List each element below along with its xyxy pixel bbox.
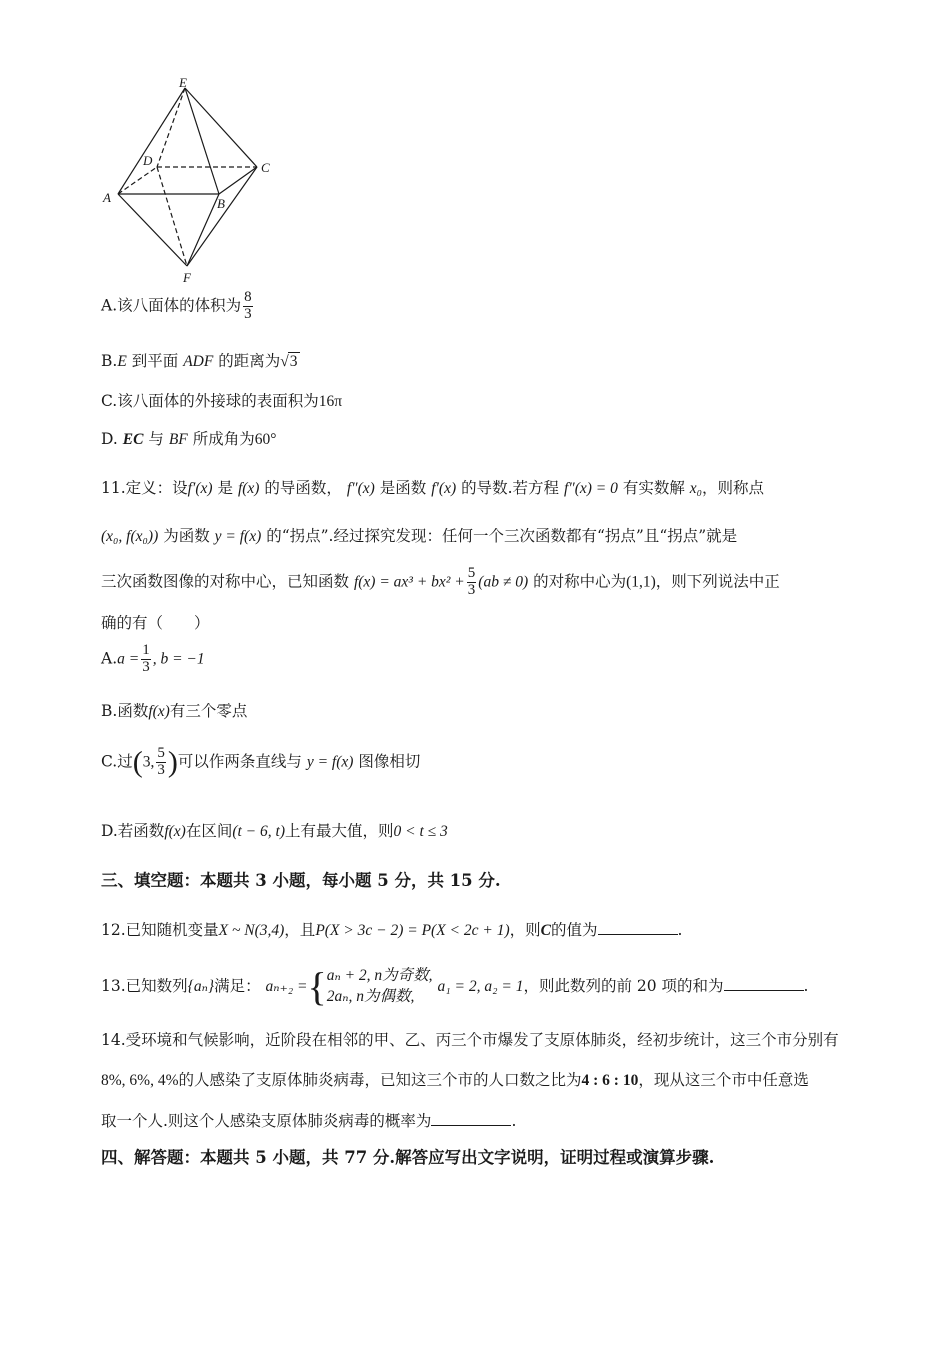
q12: 12.已知随机变量X ~ N(3,4)，且P(X > 3c − 2) = P(X < 2c + 1)，则C的值为 .	[101, 921, 683, 939]
vertex-D: D	[143, 153, 153, 168]
q11-option-c: C.过(3, $\frac{5}{3}$ )可以作两条直线与 y = f(x) 图像相切	[101, 745, 421, 779]
q10-option-b: B.E 到平面 ADF 的距离为√3	[101, 352, 298, 370]
q13: 13.已知数列{aₙ}满足： aₙ₊₂ ={ aₙ + 2, n为奇数, 2aₙ, n为偶数, a₁ = 2, a₂ = 1，则此数列的前 20 项的和为 .	[101, 963, 809, 1009]
q11-line-1: 11.定义：设f′(x) 是 f(x) 的导函数， f″(x) 是函数 f′(x) 的导数.若方程 f″(x) = 0 有实数解 x₀，则称点	[101, 479, 765, 497]
q10-option-c: C.该八面体的外接球的表面积为16π	[101, 392, 343, 410]
edge-BC	[219, 167, 257, 194]
q14-line-3: 取一个人.则这个人感染支原体肺炎病毒的概率为 .	[101, 1112, 517, 1130]
vertex-A: A	[103, 190, 111, 205]
vertex-E: E	[179, 75, 187, 90]
section-4-heading: 四、解答题：本题共 5 小题，共 77 分.解答应写出文字说明，证明过程或演算步骤.	[101, 1148, 715, 1167]
q12-answer-blank[interactable]	[598, 920, 678, 935]
edge-EB	[185, 88, 219, 194]
vertex-C: C	[261, 160, 270, 175]
q10-option-d: D. EC 与 BF 所成角为60°	[101, 430, 277, 448]
vertex-F: F	[183, 270, 191, 285]
q14-answer-blank[interactable]	[431, 1111, 511, 1126]
q11-line-2: (x₀, f(x₀)) 为函数 y = f(x) 的“拐点”.经过探究发现：任何一个三次函数都有“拐点”且“拐点”就是	[101, 527, 738, 545]
edge-EA	[118, 88, 185, 194]
q10-option-a: A.该八面体的体积为 $\frac{8}{3}$	[101, 289, 252, 322]
edge-CF	[187, 167, 257, 266]
octahedron-figure	[95, 70, 285, 285]
edge-EC	[185, 88, 257, 167]
q11-option-b: B.函数f(x)有三个零点	[101, 702, 248, 720]
section-3-heading: 三、填空题：本题共 3 小题，每小题 5 分，共 15 分.	[101, 871, 501, 890]
q11-line-3: 三次函数图像的对称中心，已知函数 f(x) = ax³ + bx² + $\frac{5}{3}$ (ab ≠ 0) 的对称中心为(1,1)，则下列说法中正	[101, 565, 780, 598]
edge-AD	[118, 167, 157, 194]
q11-option-d: D.若函数f(x)在区间(t − 6, t)上有最大值，则0 < t ≤ 3	[101, 822, 448, 840]
vertex-B: B	[217, 196, 225, 211]
q11-line-4: 确的有（ ）	[101, 614, 210, 632]
q14-line-2: 8%, 6%, 4%的人感染了支原体肺炎病毒，已知这三个市的人口数之比为4 : 6 : 10，现从这三个市中任意选	[101, 1071, 809, 1089]
q11-option-a: A.a = $\frac{1}{3}$ , b = −1	[101, 642, 205, 675]
q13-answer-blank[interactable]	[724, 976, 804, 991]
q14-line-1: 14.受环境和气候影响，近阶段在相邻的甲、乙、丙三个市爆发了支原体肺炎，经初步统计，这三个市分别有	[101, 1031, 839, 1049]
edge-ED	[157, 88, 185, 167]
edge-BF	[187, 194, 219, 266]
